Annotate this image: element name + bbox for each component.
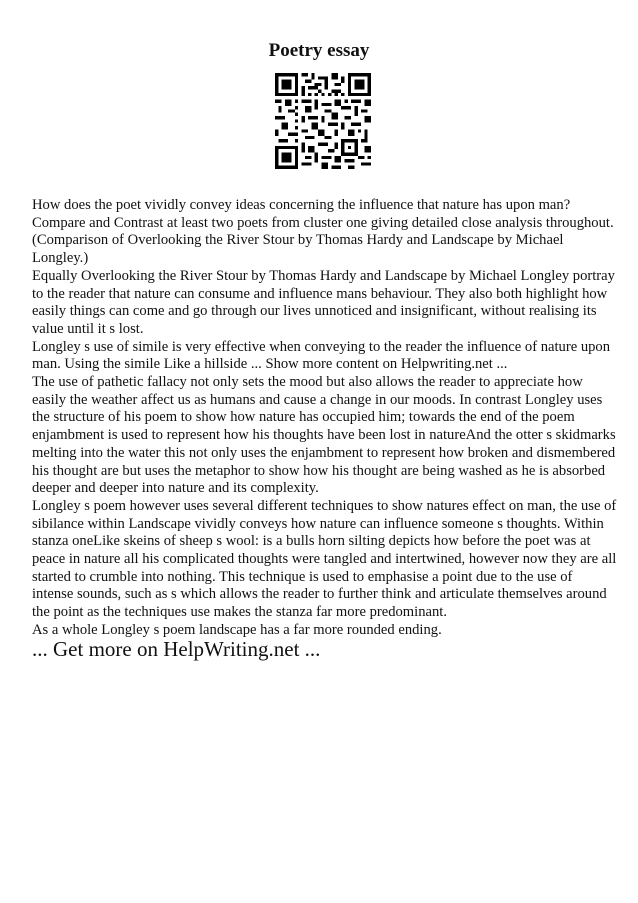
qr-code-graphic [275, 73, 371, 169]
essay-paragraph: Equally Overlooking the River Stour by Thomas Hardy and Landscape by Michael Longley portray to the reader that nature can consume and influence mans behaviour. They also both highlight how easily things can come and go through our lives unnoticed and insignificant, without realising its value until it s lost. [32, 267, 615, 337]
essay-body [32, 197, 617, 640]
essay-paragraph: As a whole Longley s poem landscape has a far more rounded ending. [32, 621, 442, 638]
essay-paragraph: How does the poet vividly convey ideas concerning the influence that nature has upon man? Compare and Contrast at least two poets from cluster one giving detailed close analysis throughout. (Comparison of Overlooking the River Stour by Thomas Hardy and Landscape by Michael Longley.) [32, 197, 614, 267]
get-more-link[interactable]: ... Get more on HelpWriting.net ... [32, 637, 321, 661]
essay-paragraph: The use of pathetic fallacy not only sets the mood but also allows the reader to appreciate how easily the weather affect us as humans and cause a change in our moods. In contrast Longley uses the structure of his poem to show how nature has occupied him; towards the end of the poem enjambment is used to represent how his thoughts have been lost in natureAnd the otter s skidmarks melting into the water this not only uses the enjambment to represent how broken and dismembered his thought are but uses the metaphor to show how his thought are being washed as he is absorbed deeper and deeper into nature and its complexity. [32, 374, 616, 497]
essay-paragraph: Longley s poem however uses several different techniques to show natures effect on man, the use of sibilance within Landscape vividly conveys how nature can influence someone s thoughts. Within stanza oneLike skeins of sheep s wool: is a bulls horn silting depicts how before the poet was at peace in nature all his complicated thoughts were tangled and intertwined, however now they are all started to crumble into nothing. This technique is used to emphasise a point due to the use of intense sounds, such as s which allows the reader to further think and articulate themselves around the point as the techniques use makes the stanza far more predominant. [32, 497, 617, 621]
essay-paragraph: Longley s use of simile is very effective when conveying to the reader the influence of nature upon man. Using the simile Like a hillside ... Show more content on Helpwriting.net ... [32, 338, 611, 373]
document-title: Poetry essay [268, 40, 370, 61]
qr-code-icon[interactable] [275, 73, 371, 169]
